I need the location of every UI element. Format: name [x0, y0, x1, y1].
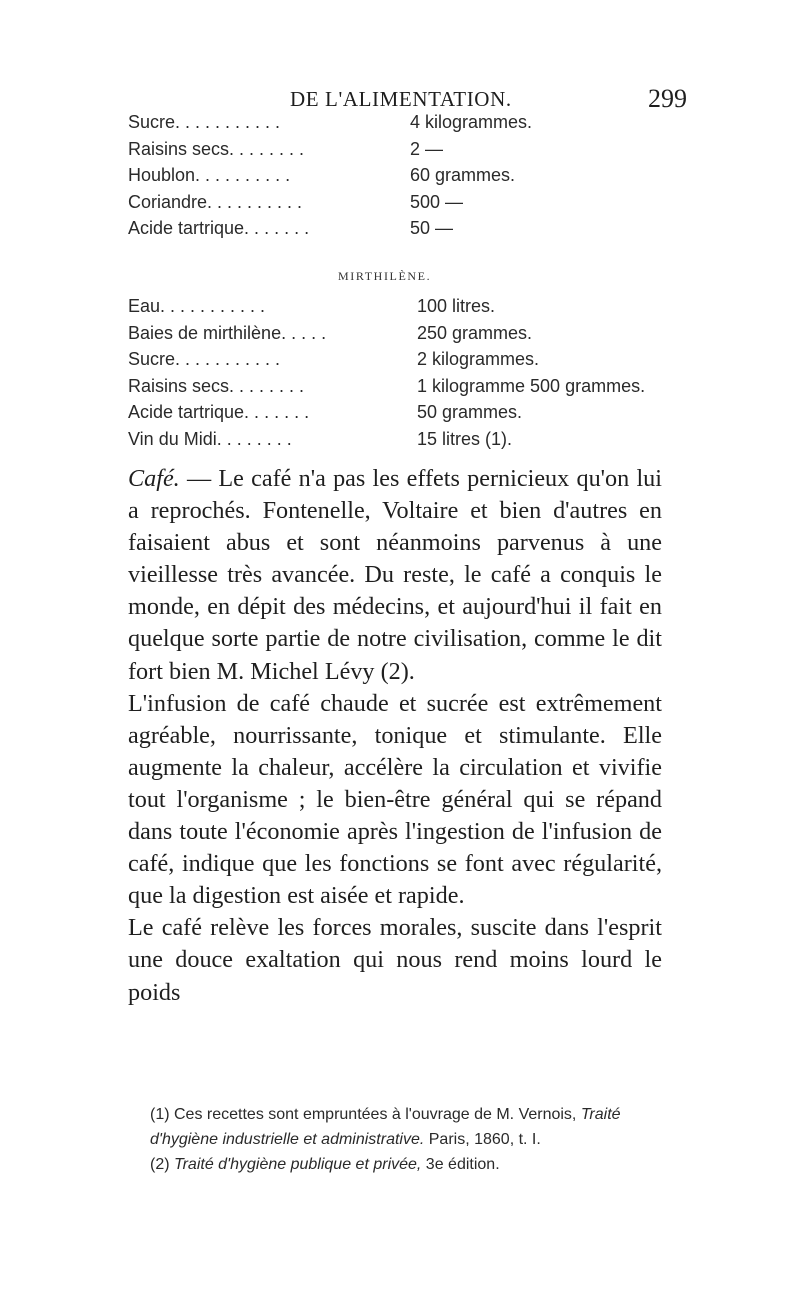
footnote-text: Paris, 1860, t. I. — [424, 1131, 541, 1148]
running-header: DE L'ALIMENTATION. — [290, 87, 512, 111]
ingredient-name: Baies de mirthilène. . . . . — [128, 322, 327, 343]
ingredient-quantity: 4 kilogrammes. — [410, 112, 533, 132]
footnote-number: (2) — [150, 1156, 174, 1173]
paragraph: Le café relève les forces morales, suscite dans l'esprit une douce exaltation qui nous rend moins lourd le poids — [128, 914, 662, 1006]
paragraph-text: — Le café n'a pas les effets pernicieux qu'on lui a reprochés. Fontenelle, Voltaire et bien d'autres en faisaient abus et sont néanmoins parvenus à une vieillesse très avancée. Du reste, le café a conquis le monde, en dépit des médecins, et aujourd'hui il fait en quelque sorte partie de notre civilisation, comme le dit fort bien M. Michel Lévy (2). — [128, 465, 662, 685]
ingredient-quantity: 1 kilogramme 500 grammes. — [417, 375, 646, 396]
ingredient-quantity: 60 grammes. — [410, 165, 516, 185]
footnote-book-title: Traité d'hygiène industrielle et administrative. — [150, 1106, 621, 1148]
section-lead: Café. — [128, 465, 180, 492]
footnote-book-title: Traité d'hygiène publique et privée, — [174, 1156, 422, 1173]
footnote-text: (1) Ces recettes sont empruntées à l'ouvrage de M. Vernois, — [150, 1106, 577, 1123]
ingredient-quantity: 2 — — [410, 138, 444, 159]
ingredient-name: Acide tartrique. . . . . . . — [128, 402, 310, 422]
footnote — [150, 1102, 670, 1152]
ingredient-quantity: 2 kilogrammes. — [417, 349, 540, 369]
recipe-title: MIRTHILÈNE. — [338, 269, 432, 283]
body-text — [128, 463, 662, 1009]
page-number: 299 — [648, 84, 687, 113]
ingredient-name: Eau. . . . . . . . . . . — [128, 296, 266, 316]
ingredient-name: Raisins secs. . . . . . . . — [128, 375, 305, 396]
paragraph — [128, 463, 662, 688]
ingredient-name: Raisins secs. . . . . . . . — [128, 138, 305, 159]
footnote — [150, 1152, 670, 1177]
footnote-text: 3e édition. — [421, 1156, 500, 1173]
paragraph: L'infusion de café chaude et sucrée est extrêmement agréable, nourrissante, tonique et stimulante. Elle augmente la chaleur, accélère la circulation et vivifie tout l'organisme ; le bien-être général qui se répand dans toute l'économie après l'ingestion de l'infusion de café, indique que les fonctions se font avec régularité, que la digestion est aisée et rapide. — [128, 689, 662, 910]
ingredient-name: Houblon. . . . . . . . . . — [128, 165, 291, 185]
footnotes — [150, 1102, 670, 1177]
ingredient-name: Coriandre. . . . . . . . . . — [128, 191, 303, 212]
ingredient-quantity: 100 litres. — [417, 296, 496, 316]
ingredient-quantity: 250 grammes. — [417, 322, 533, 343]
ingredient-quantity: 50 grammes. — [417, 402, 523, 422]
ingredient-quantity: 15 litres (1). — [417, 428, 513, 449]
ingredient-name: Sucre. . . . . . . . . . . — [128, 112, 281, 132]
ingredient-name: Sucre. . . . . . . . . . . — [128, 349, 281, 369]
ingredient-name: Acide tartrique. . . . . . . — [128, 218, 310, 238]
ingredient-quantity: 50 — — [410, 218, 454, 238]
ingredient-quantity: 500 — — [410, 191, 464, 212]
ingredient-name: Vin du Midi. . . . . . . . — [128, 428, 292, 449]
